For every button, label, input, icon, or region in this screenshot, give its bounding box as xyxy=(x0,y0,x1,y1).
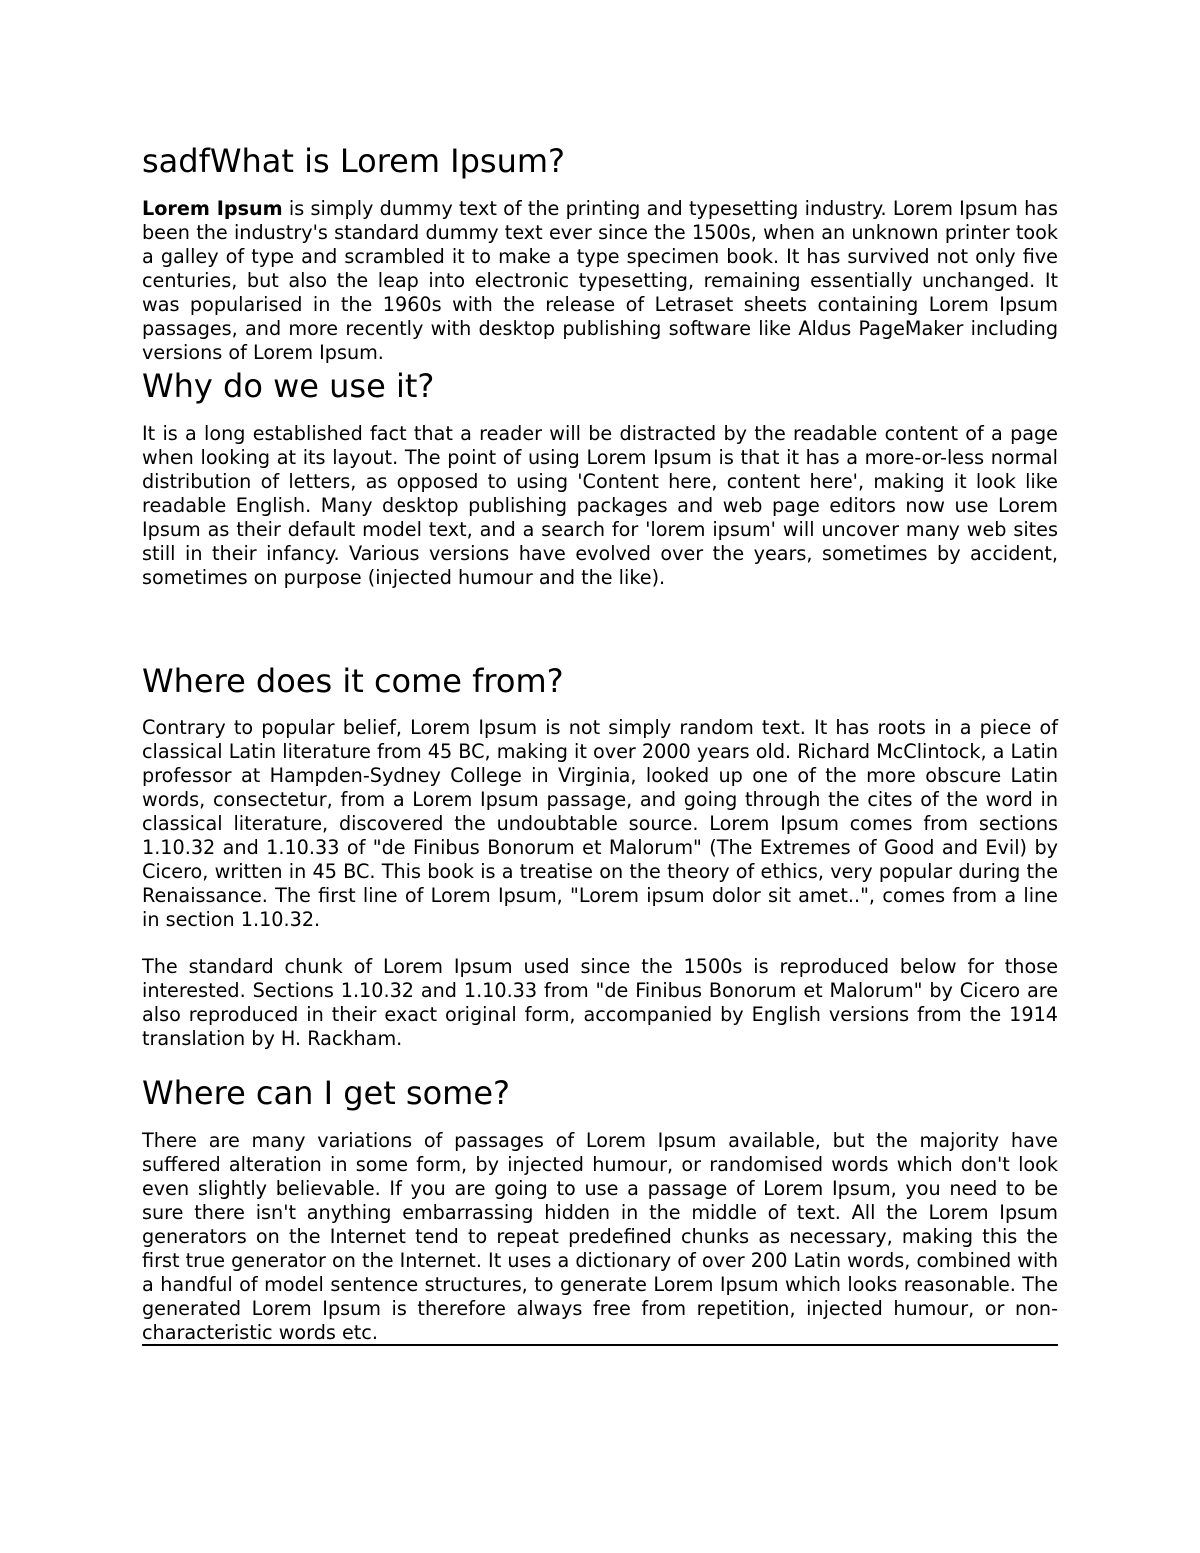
section-where-from-paragraph-1: Contrary to popular belief, Lorem Ipsum is not simply random text. It has roots in a piece of classical Latin literature from 45 BC, making it over 2000 years old. Richard McClintock, a Latin professor at Hampden-Sydney College in Virginia, looked up one of the more obscure Latin words, consectetur, from a Lorem Ipsum passage, and going through the cites of the word in classical literature, discovered the undoubtable source. Lorem Ipsum comes from sections 1.10.32 and 1.10.33 of "de Finibus Bonorum et Malorum" (The Extremes of Good and Evil) by Cicero, written in 45 BC. This book is a treatise on the theory of ethics, very popular during the Renaissance. The first line of Lorem Ipsum, "Lorem ipsum dolor sit amet..", comes from a line in section 1.10.32. xyxy=(142,716,1058,931)
section-heading-why: Why do we use it? xyxy=(142,367,435,405)
intro-text: is simply dummy text of the printing and typesetting industry. Lorem Ipsum has been the industry's standard dummy text ever since the 1500s, when an unknown printer took a galley of type and scrambled it to make a type specimen book. It has survived not only five centuries, but also the leap into electronic typesetting, remaining essentially unchanged. It was popularised in the 1960s with the release of Letraset sheets containing Lorem Ipsum passages, and more recently with desktop publishing software like Aldus PageMaker including versions of Lorem Ipsum. xyxy=(142,197,1058,364)
section-heading-where-get: Where can I get some? xyxy=(142,1074,510,1112)
intro-paragraph xyxy=(142,197,1058,365)
intro-bold-lead: Lorem Ipsum xyxy=(142,197,283,220)
section-where-get-paragraph: There are many variations of passages of Lorem Ipsum available, but the majority have suffered alteration in some form, by injected humour, or randomised words which don't look even slightly believable. If you are going to use a passage of Lorem Ipsum, you need to be sure there isn't anything embarrassing hidden in the middle of text. All the Lorem Ipsum generators on the Internet tend to repeat predefined chunks as necessary, making this the first true generator on the Internet. It uses a dictionary of over 200 Latin words, combined with a handful of model sentence structures, to generate Lorem Ipsum which looks reasonable. The generated Lorem Ipsum is therefore always free from repetition, injected humour, or non-characteristic words etc. xyxy=(142,1129,1058,1344)
section-why-paragraph: It is a long established fact that a reader will be distracted by the readable content of a page when looking at its layout. The point of using Lorem Ipsum is that it has a more-or-less normal distribution of letters, as opposed to using 'Content here, content here', making it look like readable English. Many desktop publishing packages and web page editors now use Lorem Ipsum as their default model text, and a search for 'lorem ipsum' will uncover many web sites still in their infancy. Various versions have evolved over the years, sometimes by accident, sometimes on purpose (injected humour and the like). xyxy=(142,422,1058,589)
section-heading-where-from: Where does it come from? xyxy=(142,662,564,700)
section-where-from-paragraph-2: The standard chunk of Lorem Ipsum used since the 1500s is reproduced below for those interested. Sections 1.10.32 and 1.10.33 from "de Finibus Bonorum et Malorum" by Cicero are also reproduced in their exact original form, accompanied by English versions from the 1914 translation by H. Rackham. xyxy=(142,955,1058,1050)
bottom-rule xyxy=(142,1344,1058,1346)
page-title: sadfWhat is Lorem Ipsum? xyxy=(142,142,566,180)
